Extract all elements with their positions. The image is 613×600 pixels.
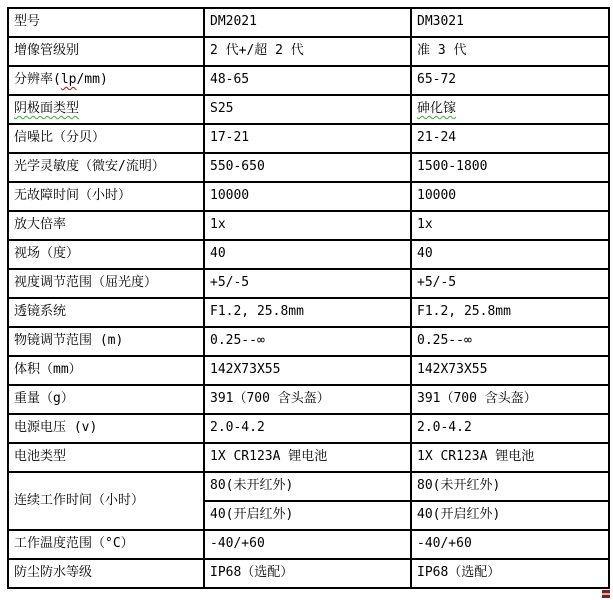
spec-value-dm2021: 48-65 bbox=[204, 66, 411, 95]
spec-value-dm3021 bbox=[411, 95, 609, 124]
spec-label-cell: 视场（度） bbox=[8, 240, 204, 269]
spec-label-cell: 重量（g） bbox=[8, 385, 204, 414]
spec-value-dm2021: 1x bbox=[204, 211, 411, 240]
col-header-dm3021: DM3021 bbox=[411, 8, 609, 37]
spec-label-cell: 工作温度范围（°C） bbox=[8, 530, 204, 559]
spec-label-cell bbox=[8, 95, 204, 124]
spec-value-dm3021: 40 bbox=[411, 240, 609, 269]
spec-value-dm2021: 142X73X55 bbox=[204, 356, 411, 385]
spec-value-dm3021: 65-72 bbox=[411, 66, 609, 95]
grammar-green-underline: 阴极面类型 bbox=[14, 101, 80, 116]
spellcheck-red-underline: lp bbox=[60, 72, 77, 87]
table-row bbox=[8, 124, 609, 153]
spec-label-cell: 增像管级别 bbox=[8, 37, 204, 66]
spec-value-dm2021: F1.2, 25.8mm bbox=[204, 298, 411, 327]
col-header-dm2021: DM2021 bbox=[204, 8, 411, 37]
spec-label-cell: 透镜系统 bbox=[8, 298, 204, 327]
spec-value-dm2021: IP68（选配） bbox=[204, 559, 411, 588]
spec-value-dm3021: 21-24 bbox=[411, 124, 609, 153]
spec-comparison-table bbox=[7, 7, 610, 589]
table-row bbox=[8, 66, 609, 95]
spec-label-cell: 无故障时间（小时） bbox=[8, 182, 204, 211]
col-header-model-label: 型号 bbox=[8, 8, 204, 37]
spec-label-cell: 连续工作时间（小时） bbox=[8, 472, 204, 530]
table-header-row bbox=[8, 8, 609, 37]
spec-value-dm3021: +5/-5 bbox=[411, 269, 609, 298]
spec-value-dm3021: 40(开启红外) bbox=[411, 501, 609, 530]
spec-value-dm2021: 0.25--∞ bbox=[204, 327, 411, 356]
table-row bbox=[8, 443, 609, 472]
spec-value-dm2021: 391（700 含头盔） bbox=[204, 385, 411, 414]
table-row bbox=[8, 269, 609, 298]
spec-value-dm2021: 2.0-4.2 bbox=[204, 414, 411, 443]
table-row bbox=[8, 95, 609, 124]
spec-value-dm2021: 40(开启红外) bbox=[204, 501, 411, 530]
spec-value-dm2021: 80(未开红外) bbox=[204, 472, 411, 501]
spec-value-dm3021: 0.25--∞ bbox=[411, 327, 609, 356]
spec-value-dm3021: 1X CR123A 锂电池 bbox=[411, 443, 609, 472]
spec-value-dm3021: 10000 bbox=[411, 182, 609, 211]
table-row bbox=[8, 530, 609, 559]
label-text: 分辨率( bbox=[14, 72, 61, 87]
table-row bbox=[8, 559, 609, 588]
spec-value-dm3021: IP68（选配） bbox=[411, 559, 609, 588]
spec-value-dm3021: 准 3 代 bbox=[411, 37, 609, 66]
table-row bbox=[8, 356, 609, 385]
spec-label-cell: 电源电压 (v) bbox=[8, 414, 204, 443]
table-row bbox=[8, 298, 609, 327]
spec-label-cell bbox=[8, 66, 204, 95]
spec-value-dm2021: -40/+60 bbox=[204, 530, 411, 559]
spec-label-cell: 防尘防水等级 bbox=[8, 559, 204, 588]
spec-value-dm2021: 550-650 bbox=[204, 153, 411, 182]
spec-label-cell: 视度调节范围（屈光度） bbox=[8, 269, 204, 298]
spec-label-cell: 信噪比（分贝） bbox=[8, 124, 204, 153]
spec-value-dm3021: 142X73X55 bbox=[411, 356, 609, 385]
spec-value-dm3021: -40/+60 bbox=[411, 530, 609, 559]
table-row bbox=[8, 414, 609, 443]
table-row bbox=[8, 385, 609, 414]
spec-value-dm2021: 40 bbox=[204, 240, 411, 269]
label-text: /mm) bbox=[76, 72, 108, 87]
spec-label-cell: 光学灵敏度（微安/流明） bbox=[8, 153, 204, 182]
table-row bbox=[8, 182, 609, 211]
table-row bbox=[8, 240, 609, 269]
spec-value-dm3021: 80(未开红外) bbox=[411, 472, 609, 501]
grammar-green-underline: 砷化镓 bbox=[417, 101, 457, 116]
table-row bbox=[8, 153, 609, 182]
spec-value-dm2021: 10000 bbox=[204, 182, 411, 211]
spec-value-dm3021: 2.0-4.2 bbox=[411, 414, 609, 443]
spec-value-dm2021: 2 代+/超 2 代 bbox=[204, 37, 411, 66]
spec-label-cell: 物镜调节范围 (m) bbox=[8, 327, 204, 356]
table-row bbox=[8, 472, 609, 501]
table-row bbox=[8, 211, 609, 240]
spec-value-dm2021: 17-21 bbox=[204, 124, 411, 153]
table-resize-handle-icon[interactable] bbox=[602, 590, 610, 598]
spec-value-dm2021: +5/-5 bbox=[204, 269, 411, 298]
spec-value-dm3021: 1x bbox=[411, 211, 609, 240]
spec-label-cell: 放大倍率 bbox=[8, 211, 204, 240]
table-row bbox=[8, 37, 609, 66]
spec-value-dm3021: F1.2, 25.8mm bbox=[411, 298, 609, 327]
spec-value-dm3021: 1500-1800 bbox=[411, 153, 609, 182]
spec-value-dm2021: 1X CR123A 锂电池 bbox=[204, 443, 411, 472]
spec-label-cell: 体积（mm） bbox=[8, 356, 204, 385]
spec-value-dm2021: S25 bbox=[204, 95, 411, 124]
spec-value-dm3021: 391（700 含头盔） bbox=[411, 385, 609, 414]
spec-label-cell: 电池类型 bbox=[8, 443, 204, 472]
table-row bbox=[8, 327, 609, 356]
